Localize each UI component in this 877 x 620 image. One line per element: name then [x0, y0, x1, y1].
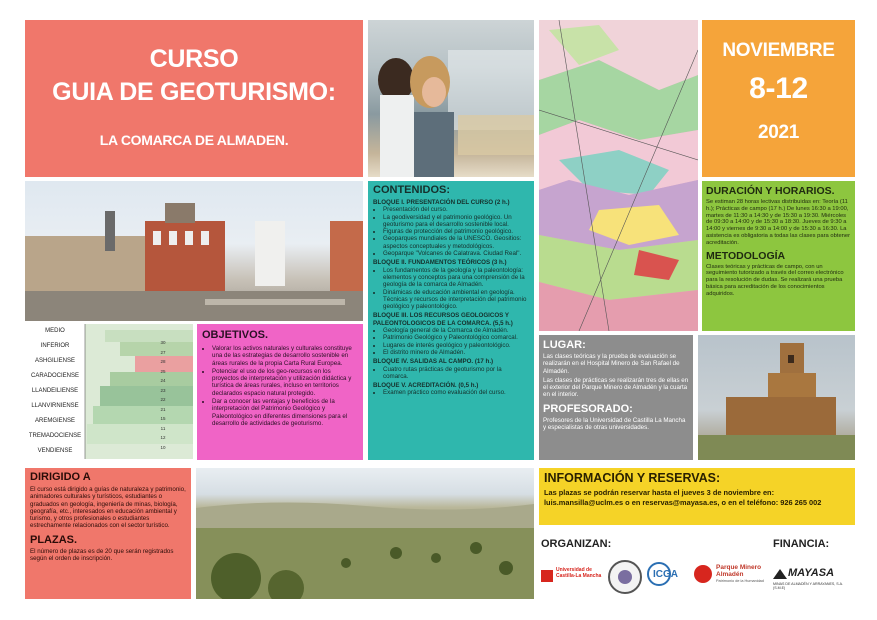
mayasa-sub: MINAS DE ALMADÉN Y ARRAYANES, S.A. (S.M.E)	[773, 582, 844, 591]
strat-number: 12	[160, 435, 166, 440]
list-item: • Los fundamentos de la geología y la paleontología: elementos y conceptos para una comprensión de la geología de la comarca de Almadén.	[383, 267, 528, 289]
list-item: • Geoparques mundiales de la UNESCO. Geositios: aspectos conceptuales y metodológicos.	[383, 235, 528, 250]
strat-label: AREMGIENSE	[34, 418, 75, 424]
list-item: • Lugares de interés geológico y paleontológico.	[383, 342, 528, 349]
objetivos-heading: OBJETIVOS.	[202, 329, 269, 341]
strat-column	[25, 324, 193, 459]
strat-number: 22	[160, 397, 166, 402]
date-days: 8-12	[749, 72, 808, 105]
seal-logo	[608, 560, 642, 594]
bloque-3-title: BLOQUE III. LOS RECURSOS GEOLOGICOS Y PALEONTOLOGICOS DE LA COMARCA. (5,5 h.)	[373, 312, 513, 327]
list-item: • Dinámicas de educación ambiental en geología. Técnicas y recursos de interpretación del patrimonio geológico y paleontológico.	[383, 289, 528, 311]
mayasa-text: MAYASA	[788, 567, 835, 579]
bloque-2-list	[373, 267, 528, 311]
strat-number: 30	[160, 340, 166, 345]
title-line2: GUIA DE GEOTURISMO:	[52, 78, 336, 106]
strat-number: 23	[160, 387, 166, 393]
list-item: • Patrimonio Geológico y Paleontológico comarcal.	[383, 334, 528, 341]
objetivos-list	[202, 345, 358, 427]
bloque-2-title: BLOQUE II. FUNDAMENTOS TEÓRICOS (3 h.)	[373, 259, 507, 267]
dirigido-heading: DIRIGIDO A	[30, 471, 91, 483]
plazas-heading: PLAZAS.	[30, 533, 78, 546]
strat-labels	[25, 324, 85, 459]
strat-label: LLANVIRNIENSE	[31, 403, 79, 409]
plazas-text: El número de plazas es de 20 que serán registrados según el orden de inscripción.	[30, 547, 174, 563]
date-year: 2021	[757, 122, 800, 143]
strat-label: ASHGILIENSE	[34, 358, 75, 364]
strat-number: 28	[160, 359, 166, 364]
castle-illustration	[698, 335, 855, 460]
objetivos-block	[197, 324, 363, 460]
dirigido-text: El curso está dirigido a guías de naturaleza y patrimonio, animadores culturales y turísticos, estudiantes o graduados en geología, ingeniería de minas, biología, geografía, etc., interesados en educación ambiental y turismo, y otros profesionales o estudiantes estrechamente relacionados con el sector turístico.	[30, 486, 186, 530]
strat-number: 25	[160, 368, 166, 374]
parque-sub: Patrimonio de la Humanidad	[716, 579, 764, 583]
duracion-text: Se estiman 28 horas lectivas distribuidas en: Teoría (11 h.); Prácticas de campo (17 h.) De lunes 16:30 a 19:00, martes de 11:30 a 14:30 y de 15:30 a 19:30. Miércoles de 09:30 a 14:00 y de 15:30 a 18:30. Jueves de 9:30 a 14:00 y viernes de 9:30 a 14:00 y de 15:30 a 16:30. La asistencia es obligatoria a todas las clases para obtener acreditación.	[706, 199, 851, 246]
parque-line-2: Almadén	[716, 571, 744, 578]
strat-number: 10	[160, 444, 166, 450]
strat-numbers	[143, 338, 183, 452]
contenidos-block	[368, 181, 534, 460]
bloque-5-list	[373, 389, 528, 396]
date-month: NOVIEMBRE	[722, 40, 835, 61]
mine-buildings-illustration	[25, 181, 363, 321]
bloque-5-title: BLOQUE V. ACREDITACIÓN. (0,5 h.)	[373, 382, 479, 390]
duracion-heading: DURACIÓN Y HORARIOS.	[706, 185, 835, 197]
date-block	[702, 20, 855, 177]
strat-number: 24	[160, 378, 166, 383]
list-item: • Valorar los activos naturales y culturales constituye una de las estrategias de desarrollo sostenible en áreas rurales de la propia Carta Rural Europea.	[212, 345, 358, 367]
bloque-4-list	[373, 366, 528, 381]
parque-line-1: Parque Minero	[716, 564, 762, 571]
contenidos-heading: CONTENIDOS:	[373, 184, 450, 196]
museum-photo	[368, 20, 534, 177]
mayasa-icon	[773, 569, 787, 579]
bloque-3-list	[373, 327, 528, 356]
geological-map-illustration	[539, 20, 698, 331]
seal-icon	[618, 570, 632, 584]
lugar-heading: LUGAR:	[543, 339, 586, 351]
strat-label: TREMADOCIENSE	[28, 433, 82, 439]
strat-label: LLANDEILIENSE	[31, 388, 79, 394]
title-line3: LA COMARCA DE ALMADEN.	[99, 132, 289, 148]
list-item: • Geología general de la Comarca de Almadén.	[383, 327, 528, 334]
strat-number: 21	[160, 406, 166, 412]
list-item: • Presentación del curso.	[383, 206, 528, 213]
castle-photo	[698, 335, 855, 460]
list-item: • Examen práctico como evaluación del curso.	[383, 389, 528, 396]
parque-minero-logo	[694, 562, 766, 594]
lugar-text-1: Las clases teóricas y la prueba de evaluación se realizarán en el Hospital Minero de San Rafael de Almadén.	[543, 353, 680, 375]
organizan-heading: ORGANIZAN:	[541, 538, 612, 550]
list-item: • La geodiversidad y el patrimonio geológico. Un geoturismo para el desarrollo sostenible local.	[383, 214, 528, 229]
info-heading: INFORMACIÓN Y RESERVAS:	[544, 471, 721, 485]
museum-illustration	[368, 20, 534, 177]
profesorado-heading: PROFESORADO:	[543, 402, 633, 415]
list-item: • El distrito minero de Almadén.	[383, 349, 528, 356]
profesorado-text: Profesores de la Universidad de Castilla La Mancha y especialistas de otras universidades.	[543, 416, 686, 432]
list-item: • Figuras de protección del patrimonio geológico.	[383, 228, 528, 235]
metodologia-heading: METODOLOGÍA	[706, 249, 786, 262]
strat-number: 11	[160, 425, 166, 431]
strat-label: INFERIOR	[40, 343, 70, 349]
mine-buildings-photo	[25, 181, 363, 321]
bloque-1-title: BLOQUE I. PRESENTACIÓN DEL CURSO (2 h.)	[373, 199, 510, 206]
duracion-block	[702, 181, 855, 331]
strat-number: 15	[160, 416, 166, 421]
landscape-photo	[196, 468, 534, 599]
bloque-1-list	[373, 206, 528, 257]
info-line-2: luis.mansilla@uclm.es o en reservas@mayasa.es, o en el teléfono: 926 265 002	[544, 498, 822, 507]
info-line-1: Las plazas se podrán reservar hasta el jueves 3 de noviembre en:	[544, 488, 775, 497]
title-line1: CURSO	[149, 45, 239, 73]
bloque-4-title: BLOQUE IV. SALIDAS AL CAMPO. (17 h.)	[373, 358, 494, 366]
info-block	[539, 468, 855, 525]
landscape-illustration	[196, 468, 534, 599]
list-item: • Geoparque "Volcanes de Calatrava. Ciudad Real".	[383, 250, 528, 257]
financia-heading: FINANCIA:	[773, 538, 830, 550]
parque-icon	[694, 565, 712, 583]
lugar-block	[539, 335, 693, 460]
metodologia-text: Clases teóricas y prácticas de campo, con un seguimiento tutorizado a través del correo electrónico para la resolución de dudas. Se realizará una prueba básica para acreditación de los conocimientos adquiridos.	[706, 263, 844, 297]
uclm-name: Universidad de Castilla-La Mancha	[556, 567, 602, 579]
list-item: • Cuatro rutas prácticas de geoturismo por la comarca.	[383, 366, 528, 381]
icga-text: ICGA	[653, 569, 678, 580]
uclm-logo	[541, 565, 603, 591]
strat-label: CARADOCIENSE	[30, 373, 79, 379]
strat-number: 27	[160, 349, 166, 355]
strat-label: MEDIO	[45, 328, 65, 334]
lugar-text-2: Las clases de prácticas se realizarán tres de ellas en el exterior del Parque Minero de Almadén y la cuarta en el interior.	[543, 376, 689, 399]
icga-logo	[647, 562, 691, 594]
mayasa-logo	[773, 566, 855, 594]
geological-map	[539, 20, 698, 331]
strat-label: VENDIENSE	[37, 448, 73, 454]
title-block	[25, 20, 363, 177]
list-item: • Dar a conocer las ventajas y beneficios de la interpretación del Patrimonio Geológico y Paleontológico en diferentes dimensiones para el desarrollo de actividades de geoturismo.	[212, 398, 358, 427]
dirigido-block	[25, 468, 191, 599]
list-item: • Potenciar el uso de los geo-recursos en los proyectos de interpretación y utilización didáctica y turística de áreas rurales, incluso en territorios declarados espacio natural protegido.	[212, 368, 358, 397]
uclm-icon	[541, 570, 553, 582]
